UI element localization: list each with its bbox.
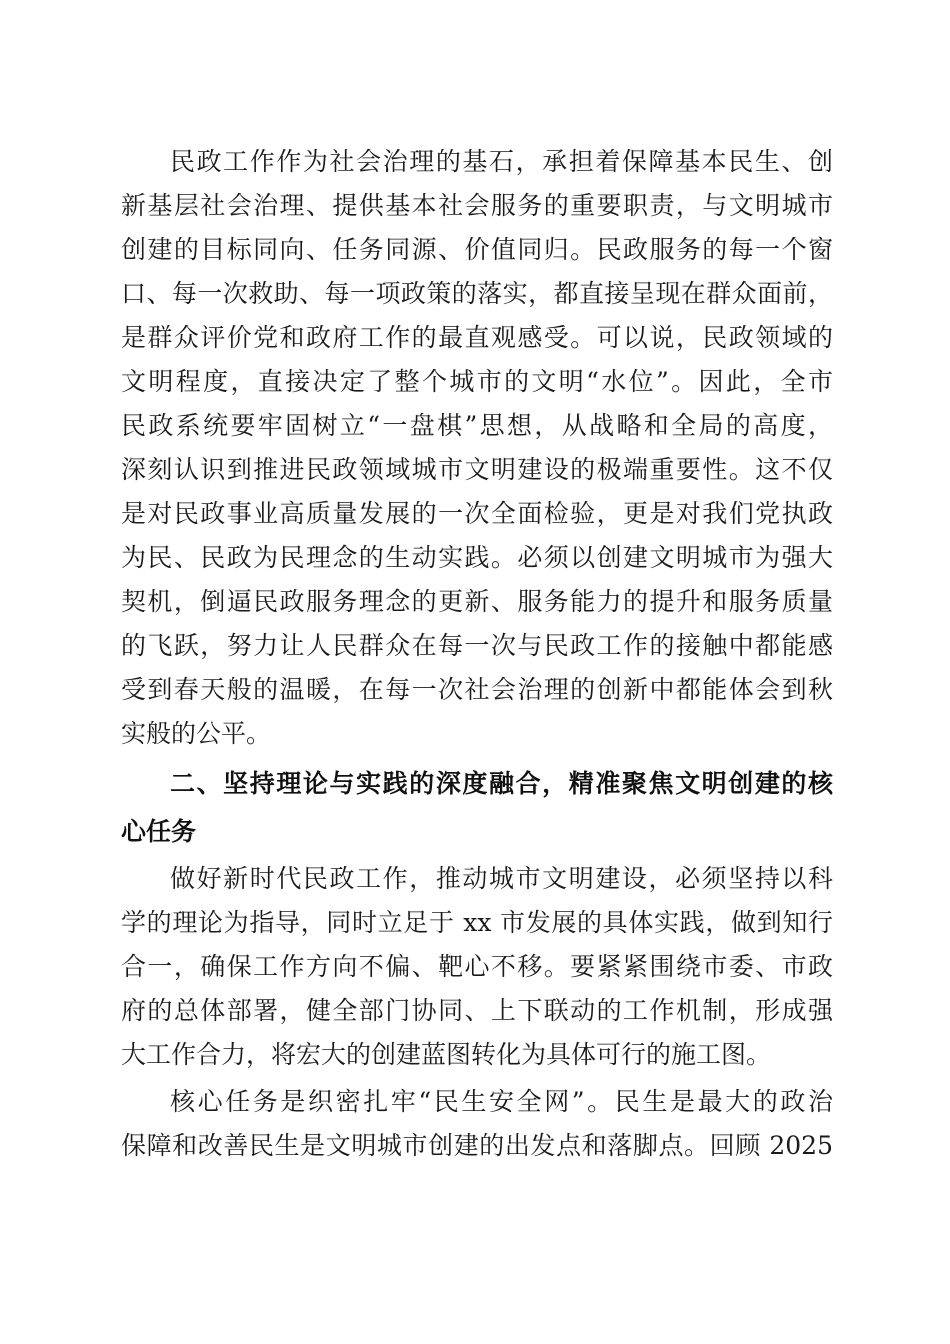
paragraph-1-line-10: 为民、民政为民理念的生动实践。必须以创建文明城市为强大	[121, 543, 833, 572]
paragraph-2-line-4: 府的总体部署，健全部门协同、上下联动的工作机制，形成强	[121, 996, 833, 1025]
paragraph-1-line-4: 口、每一次救助、每一项政策的落实，都直接呈现在群众面前，	[121, 279, 833, 308]
paragraph-1-line-13: 受到春天般的温暖，在每一次社会治理的创新中都能体会到秋	[121, 675, 833, 704]
paragraph-3-line-1: 核心任务是织密扎牢“民生安全网”。民生是最大的政治	[170, 1087, 833, 1116]
paragraph-1-line-5: 是群众评价党和政府工作的最直观感受。可以说，民政领域的	[121, 323, 833, 352]
paragraph-1-line-2: 新基层社会治理、提供基本社会服务的重要职责，与文明城市	[121, 191, 833, 220]
paragraph-1-line-12: 的飞跃，努力让人民群众在每一次与民政工作的接触中都能感	[121, 631, 833, 660]
paragraph-1-line-6: 文明程度，直接决定了整个城市的文明“水位”。因此，全市	[121, 367, 833, 396]
paragraph-2-line-5: 大工作合力，将宏大的创建蓝图转化为具体可行的施工图。	[121, 1040, 772, 1069]
paragraph-2-line-3: 合一，确保工作方向不偏、靶心不移。要紧紧围绕市委、市政	[121, 952, 833, 981]
paragraph-1-line-14: 实般的公平。	[121, 719, 272, 748]
paragraph-1-line-11: 契机，倒逼民政服务理念的更新、服务能力的提升和服务质量	[121, 587, 833, 616]
paragraph-3-line-2: 保障和改善民生是文明城市创建的出发点和落脚点。回顾 2025	[121, 1131, 833, 1160]
section-heading-line-1: 二、坚持理论与实践的深度融合，精准聚焦文明创建的核	[170, 769, 833, 798]
paragraph-1-line-1: 民政工作作为社会治理的基石，承担着保障基本民生、创	[170, 147, 833, 176]
paragraph-2-line-1: 做好新时代民政工作，推动城市文明建设，必须坚持以科	[170, 864, 833, 893]
paragraph-1-line-7: 民政系统要牢固树立“一盘棋”思想，从战略和全局的高度，	[121, 411, 833, 440]
paragraph-1-line-8: 深刻认识到推进民政领域城市文明建设的极端重要性。这不仅	[121, 455, 833, 484]
paragraph-2-line-2: 学的理论为指导，同时立足于 xx 市发展的具体实践，做到知行	[121, 908, 833, 937]
paragraph-1-line-9: 是对民政事业高质量发展的一次全面检验，更是对我们党执政	[121, 499, 833, 528]
paragraph-1-line-3: 创建的目标同向、任务同源、价值同归。民政服务的每一个窗	[121, 235, 833, 264]
section-heading-line-2: 心任务	[121, 817, 197, 846]
